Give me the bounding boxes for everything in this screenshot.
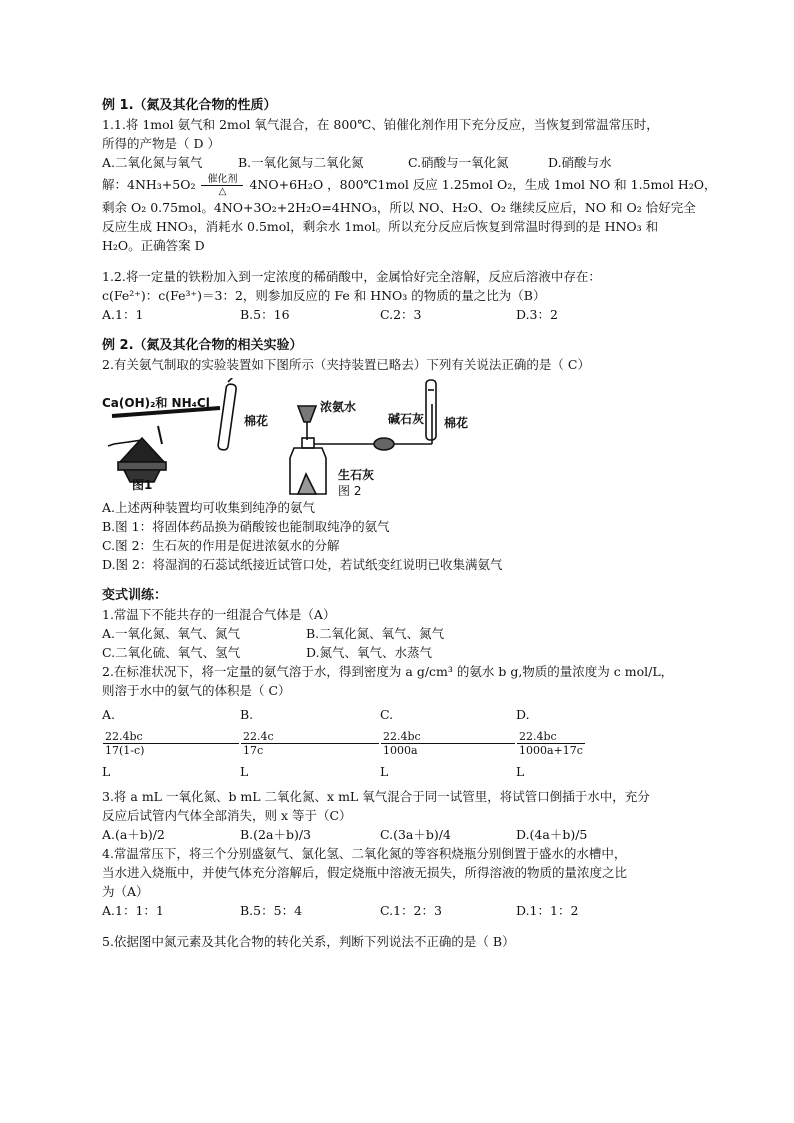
catalyst-label: 催化剂 <box>201 174 243 186</box>
q1-2-option-a: A.1：1 <box>102 307 144 322</box>
q1-2-option-c: C.2：3 <box>380 307 422 322</box>
example1-title: 例 1.（氮及其化合物的性质） <box>102 98 277 113</box>
document-page <box>102 96 717 951</box>
solution-line3: 反应生成 HNO₃，消耗水 0.5mol，剩余水 1mol。所以充分反应后恢复到常温时得到的是 HNO₃ 和 <box>102 219 659 234</box>
v2-line2: 则溶于水中的氨气的体积是（ C） <box>102 683 291 698</box>
q1-2-option-b: B.5：16 <box>240 307 290 322</box>
q1-1-option-a: A.二氧化氮与氧气 <box>102 155 203 170</box>
solution-after: 4NO+6H₂O ，800℃1mol 反应 1.25mol O₂，生成 1mol NO 和 1.5mol H₂O， <box>249 177 717 192</box>
q1-1-option-b: B.一氧化氮与二氧化氮 <box>238 155 364 170</box>
fig1-cotton-label: 棉花 <box>244 414 269 428</box>
q2-option-a: A.上述两种装置均可收集到纯净的氨气 <box>102 500 316 515</box>
v3-option-c: C.(3a＋b)/4 <box>380 827 451 842</box>
solution-line4: H₂O。正确答案 D <box>102 238 205 253</box>
solution-line2: 剩余 O₂ 0.75mol。4NO+3O₂+2H₂O=4HNO₃，所以 NO、H₂O、O₂ 继续反应后，NO 和 O₂ 恰好完全 <box>102 200 696 215</box>
fig1-reagents-label: Ca(OH)₂和 NH₄Cl <box>102 396 210 410</box>
q1-1-option-c: C.硝酸与一氧化氮 <box>408 155 509 170</box>
v5-question: 5.依据图中氮元素及其化合物的转化关系，判断下列说法不正确的是（ B） <box>102 934 515 949</box>
apparatus-figure <box>102 378 562 496</box>
q1-1-line1: 1.1.将 1mol 氨气和 2mol 氧气混合，在 800℃、铂催化剂作用下充分反应，当恢复到常温常压时， <box>102 117 659 132</box>
v4-option-d: D.1：1：2 <box>516 903 579 918</box>
q1-2-line2: c(Fe²⁺)：c(Fe³⁺)＝3：2，则参加反应的 Fe 和 HNO₃ 的物质的量之比为（B） <box>102 288 546 303</box>
q1-1-line2: 所得的产物是（ D ） <box>102 136 220 151</box>
v3-line2: 反应后试管内气体全部消失，则 x 等于（C） <box>102 808 352 823</box>
v2-option-d: D. 22.4bc 1000a+17c L <box>516 707 583 779</box>
fig2-cotton-label: 棉花 <box>444 416 469 430</box>
v3-line1: 3.将 a mL 一氧化氮、b mL 二氧化氮、x mL 氧气混合于同一试管里，将试管口倒插于水中，充分 <box>102 789 650 804</box>
v2-line1: 2.在标准状况下，将一定量的氨气溶于水，得到密度为 a g/cm³ 的氨水 b g,物质的量浓度为 c mol/L， <box>102 664 674 679</box>
v1-options-row1 <box>102 624 702 643</box>
q1-2-options <box>102 305 702 324</box>
v1-option-b: B.二氧化氮、氧气、氮气 <box>306 626 445 641</box>
v4-line2: 当水进入烧瓶中，并使气体充分溶解后，假定烧瓶中溶液无损失，所得溶液的物质的量浓度之比 <box>102 865 628 880</box>
q2-line1: 2.有关氨气制取的实验装置如下图所示（夹持装置已略去）下列有关说法正确的是（ C） <box>102 357 590 372</box>
solution-line1 <box>102 172 717 198</box>
v1-option-d: D.氮气、氧气、水蒸气 <box>306 645 433 660</box>
fig2-quicklime-label: 生石灰 <box>338 468 375 482</box>
fig2-sodalime-label: 碱石灰 <box>388 412 425 426</box>
v1-options-row2 <box>102 643 702 662</box>
v4-line3: 为（A） <box>102 884 149 899</box>
solution-prefix: 解：4NH₃+5O₂ <box>102 177 196 192</box>
v1-question: 1.常温下不能共存的一组混合气体是（A） <box>102 607 336 622</box>
v3-option-d: D.(4a＋b)/5 <box>516 827 588 842</box>
v2-options <box>102 700 702 787</box>
q1-2-option-d: D.3：2 <box>516 307 558 322</box>
q2-option-d: D.图 2：将湿润的石蕊试纸接近试管口处，若试纸变红说明已收集满氨气 <box>102 557 503 572</box>
v3-options <box>102 825 702 844</box>
v4-options <box>102 901 702 920</box>
v4-option-b: B.5：5：4 <box>240 903 303 918</box>
q1-1-options <box>102 153 702 172</box>
fig1-caption: 图1 <box>132 478 153 492</box>
v3-option-a: A.(a＋b)/2 <box>102 827 165 842</box>
catalyst-arrow <box>201 174 243 197</box>
example2-title: 例 2.（氮及其化合物的相关实验） <box>102 338 303 353</box>
v1-option-c: C.二氧化硫、氧气、氢气 <box>102 645 241 660</box>
v1-option-a: A.一氧化氮、氧气、氮气 <box>102 626 241 641</box>
fig2-caption: 图 2 <box>338 484 362 498</box>
q1-2-line1: 1.2.将一定量的铁粉加入到一定浓度的稀硝酸中，金属恰好完全溶解，反应后溶液中存在： <box>102 269 601 284</box>
v4-line1: 4.常温常压下，将三个分别盛氨气、氯化氢、二氧化氮的等容积烧瓶分别倒置于盛水的水槽中， <box>102 846 627 861</box>
v4-option-a: A.1：1：1 <box>102 903 164 918</box>
fig2-ammonia-label: 浓氨水 <box>320 400 357 414</box>
v2-option-c: C. 22.4bc 1000a L <box>380 700 516 787</box>
q1-1-option-d: D.硝酸与水 <box>548 155 612 170</box>
q2-option-b: B.图 1：将固体药品换为硝酸铵也能制取纯净的氨气 <box>102 519 390 534</box>
v4-option-c: C.1：2：3 <box>380 903 442 918</box>
heat-symbol: △ <box>218 186 227 197</box>
q2-option-c: C.图 2：生石灰的作用是促进浓氨水的分解 <box>102 538 340 553</box>
v2-option-a: A. 22.4bc 17(1-c) L <box>102 700 240 787</box>
variant-title: 变式训练： <box>102 588 168 603</box>
v2-option-b: B. 22.4c 17c L <box>240 700 380 787</box>
v3-option-b: B.(2a＋b)/3 <box>240 827 311 842</box>
